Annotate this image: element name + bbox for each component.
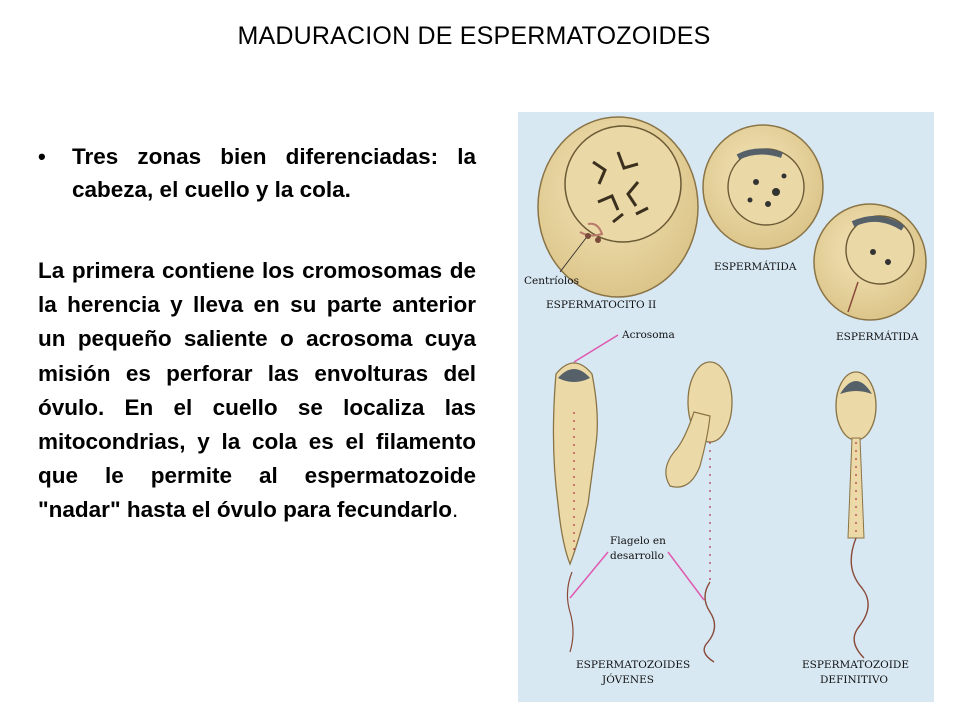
bullet-dot-icon: • [38, 144, 46, 169]
paragraph-period: . [451, 497, 459, 523]
early-sperm-1 [553, 363, 597, 652]
slide-title: MADURACION DE ESPERMATOZOIDES [237, 22, 711, 50]
label-flagelo-line-1: Flagelo en [610, 535, 666, 547]
label-definitivo-line-2: DEFINITIVO [820, 674, 889, 686]
description-paragraph [38, 254, 476, 528]
label-acrosoma: Acrosoma [622, 329, 675, 341]
label-jovenes-line-2: JÓVENES [602, 674, 654, 686]
bullet-text: Tres zonas bien diferenciadas: la cabeza, el cuello y la cola. [72, 144, 476, 202]
label-flagelo-line-2: desarrollo [610, 550, 664, 562]
label-definitivo-line-1: ESPERMATOZOIDE [802, 659, 909, 671]
label-espermatida-1: ESPERMÁTIDA [714, 261, 797, 273]
bullet-item [38, 140, 476, 206]
label-centriolos: Centríolos [524, 275, 579, 287]
spermatogenesis-figure [518, 112, 934, 702]
spermatid-cell-1 [703, 125, 823, 249]
definitive-sperm [836, 372, 876, 658]
paragraph-text: La primera contiene los cromosomas de la herencia y lleva en su parte anterior un pequeño saliente o acrosoma cuya misión es perforar las envolturas del óvulo. En el cuello se localiza las mitocondrias, y la cola es el filamento que le permite al espermatozoide "nadar" hasta el óvulo para fecundarlo [38, 258, 476, 523]
spermatid-cell-2 [814, 204, 926, 320]
label-jovenes-line-1: ESPERMATOZOIDES [576, 659, 691, 671]
young-sperm [666, 362, 732, 662]
figure-illustration [518, 112, 934, 702]
label-espermatida-2: ESPERMÁTIDA [836, 331, 919, 343]
label-espermatocito: ESPERMATOCITO II [546, 299, 657, 311]
